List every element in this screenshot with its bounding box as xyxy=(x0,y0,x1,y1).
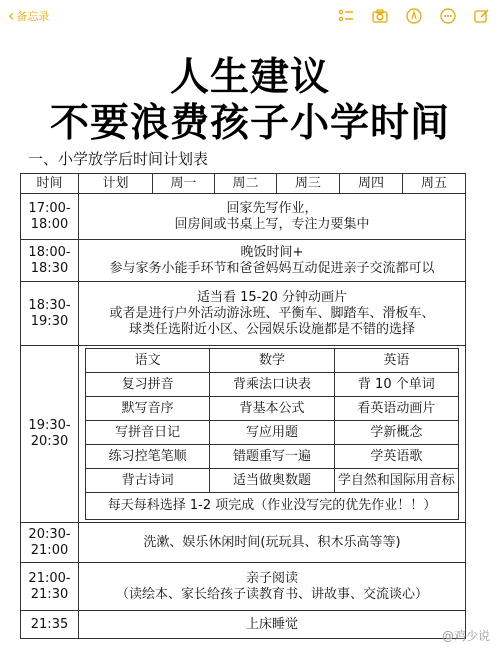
subject-item: 学英语歌 xyxy=(334,445,458,469)
plan-cell xyxy=(79,194,466,240)
markup-pen-icon[interactable] xyxy=(404,6,424,26)
chevron-left-icon: ‹ xyxy=(8,6,15,25)
checklist-icon[interactable] xyxy=(336,6,356,26)
time-cell xyxy=(21,523,79,563)
plan-line: 参与家务小能手环节和爸爸妈妈互动促进亲子交流都可以 xyxy=(109,260,435,276)
subject-math: 数学 xyxy=(210,349,334,373)
subject-item: 错题重写一遍 xyxy=(210,445,334,469)
time-cell xyxy=(21,282,79,346)
time-start: 17:00- xyxy=(28,200,71,216)
subject-note-row xyxy=(86,493,459,520)
time-start: 20:30- xyxy=(28,526,71,542)
subject-note: 每天每科选择 1-2 项完成（作业没写完的优先作业！！） xyxy=(86,493,459,520)
time-end: 18:30 xyxy=(30,260,69,276)
subject-row xyxy=(86,373,459,397)
plan-line: 回房间或书桌上写，专注力要集中 xyxy=(174,216,370,232)
subject-header-row xyxy=(86,349,459,373)
time-start: 18:30- xyxy=(28,297,71,313)
section-heading: 一、小学放学后时间计划表 xyxy=(28,150,209,168)
subject-item: 看英语动画片 xyxy=(334,397,458,421)
time-start: 19:30- xyxy=(28,418,71,433)
back-label: 备忘录 xyxy=(16,10,50,23)
plan-cell xyxy=(79,611,466,639)
back-button[interactable] xyxy=(8,8,49,24)
more-icon[interactable] xyxy=(438,6,458,26)
plan-line: 晚饭时间+ xyxy=(240,244,304,260)
toolbar-icons xyxy=(336,6,492,26)
subject-row xyxy=(86,421,459,445)
table-row xyxy=(21,240,466,282)
subject-item: 写拼音日记 xyxy=(86,421,210,445)
header-tue: 周二 xyxy=(215,174,277,194)
plan-cell xyxy=(79,240,466,282)
subject-plan-cell xyxy=(79,346,466,523)
subject-row xyxy=(86,397,459,421)
subject-item: 练习控笔笔顺 xyxy=(86,445,210,469)
camera-icon[interactable] xyxy=(370,6,390,26)
title-line-2: 不要浪费孩子小学时间 xyxy=(49,101,450,146)
time-start: 21:00- xyxy=(28,570,71,586)
table-row xyxy=(21,563,466,611)
subject-row xyxy=(86,445,459,469)
plan-cell xyxy=(79,282,466,346)
time-end: 18:00 xyxy=(30,216,69,232)
table-header-row xyxy=(21,174,466,194)
subject-item: 默写音序 xyxy=(86,397,210,421)
time-start: 18:00- xyxy=(28,244,71,260)
table-row xyxy=(21,346,466,523)
subject-item: 背乘法口诀表 xyxy=(210,373,334,397)
table-row xyxy=(21,523,466,563)
plan-line: 洗漱、娱乐休闲时间(玩玩具、积木乐高等等) xyxy=(143,534,401,550)
table-row xyxy=(21,611,466,639)
subject-item: 写应用题 xyxy=(210,421,334,445)
plan-cell xyxy=(79,563,466,611)
watermark: @鸡少说 xyxy=(441,629,490,643)
header-wed: 周三 xyxy=(277,174,340,194)
header-thu: 周四 xyxy=(340,174,403,194)
time-start: 21:35 xyxy=(30,616,69,632)
subject-english: 英语 xyxy=(334,349,458,373)
header-plan: 计划 xyxy=(79,174,153,194)
time-cell xyxy=(21,240,79,282)
toolbar xyxy=(0,0,500,34)
time-end: 20:30 xyxy=(30,434,69,449)
table-row xyxy=(21,194,466,240)
title-line-1: 人生建议 xyxy=(169,55,330,100)
subject-item: 学自然和国际用音标 xyxy=(334,469,458,493)
subject-table xyxy=(85,348,459,520)
plan-line: （读绘本、家长给孩子读教育书、讲故事、交流谈心） xyxy=(115,586,428,602)
plan-cell xyxy=(79,523,466,563)
header-fri: 周五 xyxy=(403,174,466,194)
subject-chinese: 语文 xyxy=(86,349,210,373)
time-end: 21:00 xyxy=(30,542,69,558)
time-cell xyxy=(21,346,79,523)
plan-line: 或者是进行户外活动游泳班、平衡车、脚踏车、滑板车、 xyxy=(109,305,435,321)
header-time: 时间 xyxy=(21,174,79,194)
plan-line: 回家先写作业， xyxy=(226,200,318,216)
time-end: 21:30 xyxy=(30,586,69,602)
compose-icon[interactable] xyxy=(472,6,492,26)
time-cell xyxy=(21,563,79,611)
plan-line: 适当看 15-20 分钟动画片 xyxy=(196,289,348,305)
schedule-table xyxy=(20,173,466,639)
subject-row xyxy=(86,469,459,493)
subject-item: 背古诗词 xyxy=(86,469,210,493)
time-cell xyxy=(21,611,79,639)
plan-line: 球类任选附近小区、公园娱乐设施都是不错的选择 xyxy=(128,321,415,337)
subject-item: 背基本公式 xyxy=(210,397,334,421)
subject-item: 学新概念 xyxy=(334,421,458,445)
table-row xyxy=(21,282,466,346)
subject-item: 适当做奥数题 xyxy=(210,469,334,493)
header-mon: 周一 xyxy=(153,174,215,194)
plan-line: 上床睡觉 xyxy=(245,616,298,632)
time-end: 19:30 xyxy=(30,313,69,329)
plan-line: 亲子阅读 xyxy=(245,570,298,586)
time-cell xyxy=(21,194,79,240)
subject-item: 复习拼音 xyxy=(86,373,210,397)
subject-item: 背 10 个单词 xyxy=(334,373,458,397)
